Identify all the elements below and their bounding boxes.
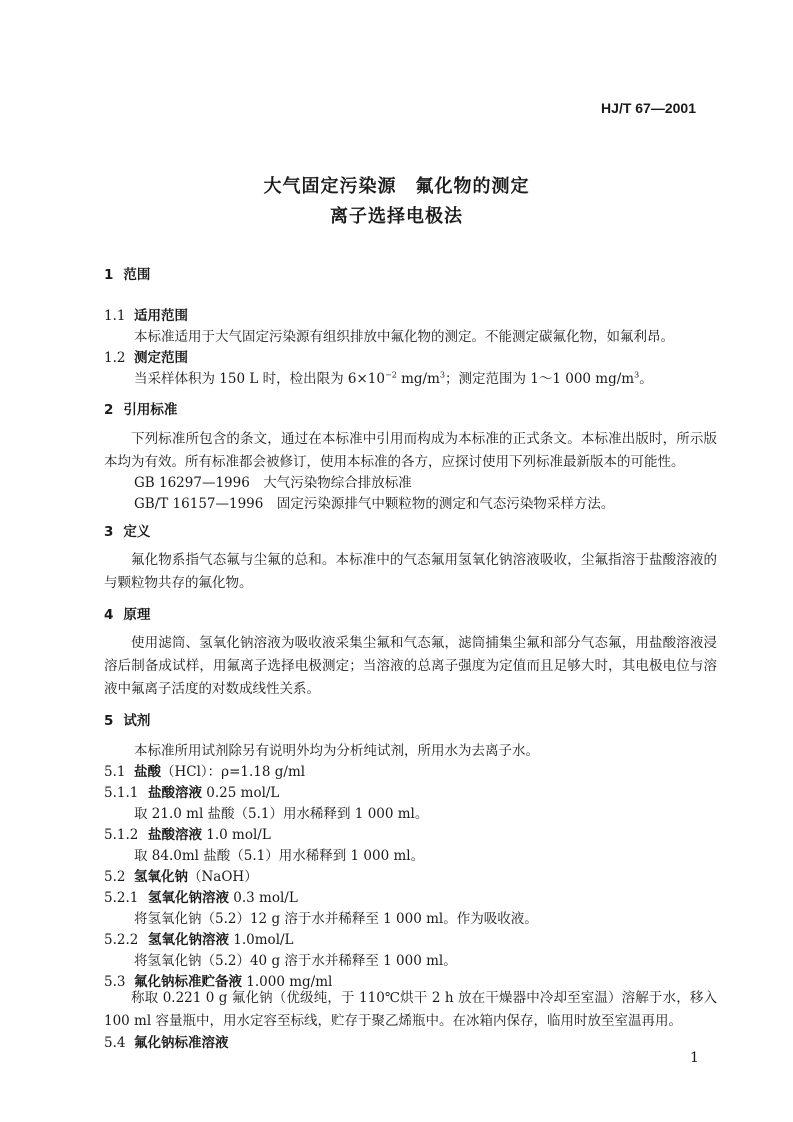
section-4-paragraph: 使用滤筒、氢氧化钠溶液为吸收液采集尘氟和气态氟，滤筒捕集尘氟和部分气态氟，用盐酸溶液浸溶后制备成试样，用氟离子选择电极测定；当溶液的总离子强度为定值而且足够大时，其电极电位与溶液中氟离子活度的对数成线性关系。 — [104, 635, 717, 697]
section-5-1-1-heading: 5.1.1 盐酸溶液 0.25 mol/L — [104, 785, 280, 801]
section-5-2-1-heading: 5.2.1 氢氧化钠溶液 0.3 mol/L — [104, 890, 298, 906]
section-5-heading: 5 试剂 — [104, 713, 151, 729]
section-5-3-paragraph: 称取 0.221 0 g 氟化钠（优级纯，于 110℃烘干 2 h 放在干燥器中冷却至室温）溶解于水，移入 100 ml 容量瓶中，用水定容至标线，贮存于聚乙烯瓶中。在冰箱内保存，临用时放至室温再用。 — [104, 990, 717, 1029]
section-1-heading: 1 范围 — [104, 267, 151, 283]
reference-2: GB/T 16157—1996 固定污染源排气中颗粒物的测定和气态污染物采样方法。 — [134, 496, 615, 512]
section-5-1-heading: 5.1 盐酸（HCl）：ρ=1.18 g/ml — [104, 764, 306, 780]
document-title-line2: 离子选择电极法 — [330, 206, 463, 227]
section-5-1-1-text: 取 21.0 ml 盐酸（5.1）用水稀释到 1 000 ml。 — [134, 806, 429, 822]
section-5-3-heading: 5.3 氟化钠标准贮备液 1.000 mg/ml — [104, 974, 333, 990]
section-5-2-heading: 5.2 氢氧化钠（NaOH） — [104, 869, 258, 885]
section-1-1-text: 本标准适用于大气固定污染源有组织排放中氟化物的测定。不能测定碳氟化物，如氟利昂。 — [134, 329, 674, 345]
section-3-heading: 3 定义 — [104, 524, 151, 540]
section-1-1-heading: 1.1 适用范围 — [104, 308, 188, 324]
section-5-2-2-text: 将氢氧化钠（5.2）40 g 溶于水并稀释至 1 000 ml。 — [134, 953, 457, 969]
section-5-1-2-heading: 5.1.2 盐酸溶液 1.0 mol/L — [104, 827, 271, 843]
section-5-2-2-heading: 5.2.2 氢氧化钠溶液 1.0mol/L — [104, 932, 294, 948]
page-number: 1 — [690, 1050, 699, 1066]
reference-1: GB 16297—1996 大气污染物综合排放标准 — [134, 475, 412, 491]
section-5-intro: 本标准所用试剂除另有说明外均为分析纯试剂，所用水为去离子水。 — [134, 743, 539, 759]
section-1-2-heading: 1.2 测定范围 — [104, 350, 188, 366]
section-2-heading: 2 引用标准 — [104, 402, 178, 418]
section-5-2-1-text: 将氢氧化钠（5.2）12 g 溶于水并稀释至 1 000 ml。作为吸收液。 — [134, 911, 538, 927]
document-title-line1: 大气固定污染源 氟化物的测定 — [263, 176, 530, 197]
section-2-paragraph: 下列标准所包含的条文，通过在本标准中引用而构成为本标准的正式条文。本标准出版时，所示版本均为有效。所有标准都会被修订，使用本标准的各方，应探讨使用下列标准最新版本的可能性。 — [104, 431, 717, 470]
section-5-1-2-text: 取 84.0ml 盐酸（5.1）用水稀释到 1 000 ml。 — [134, 848, 425, 864]
section-5-4-heading: 5.4 氟化钠标准溶液 — [104, 1035, 229, 1051]
standard-number: HJ/T 67—2001 — [601, 100, 696, 116]
section-3-paragraph: 氟化物系指气态氟与尘氟的总和。本标准中的气态氟用氢氧化钠溶液吸收，尘氟指溶于盐酸溶液的与颗粒物共存的氟化物。 — [104, 552, 717, 591]
section-4-heading: 4 原理 — [104, 607, 151, 623]
section-1-2-text: 当采样体积为 150 L 时，检出限为 $6\times 10^{-2}$ $mg/m^3$；测定范围为 1～1 000 $mg/m^3$。 — [134, 370, 653, 387]
